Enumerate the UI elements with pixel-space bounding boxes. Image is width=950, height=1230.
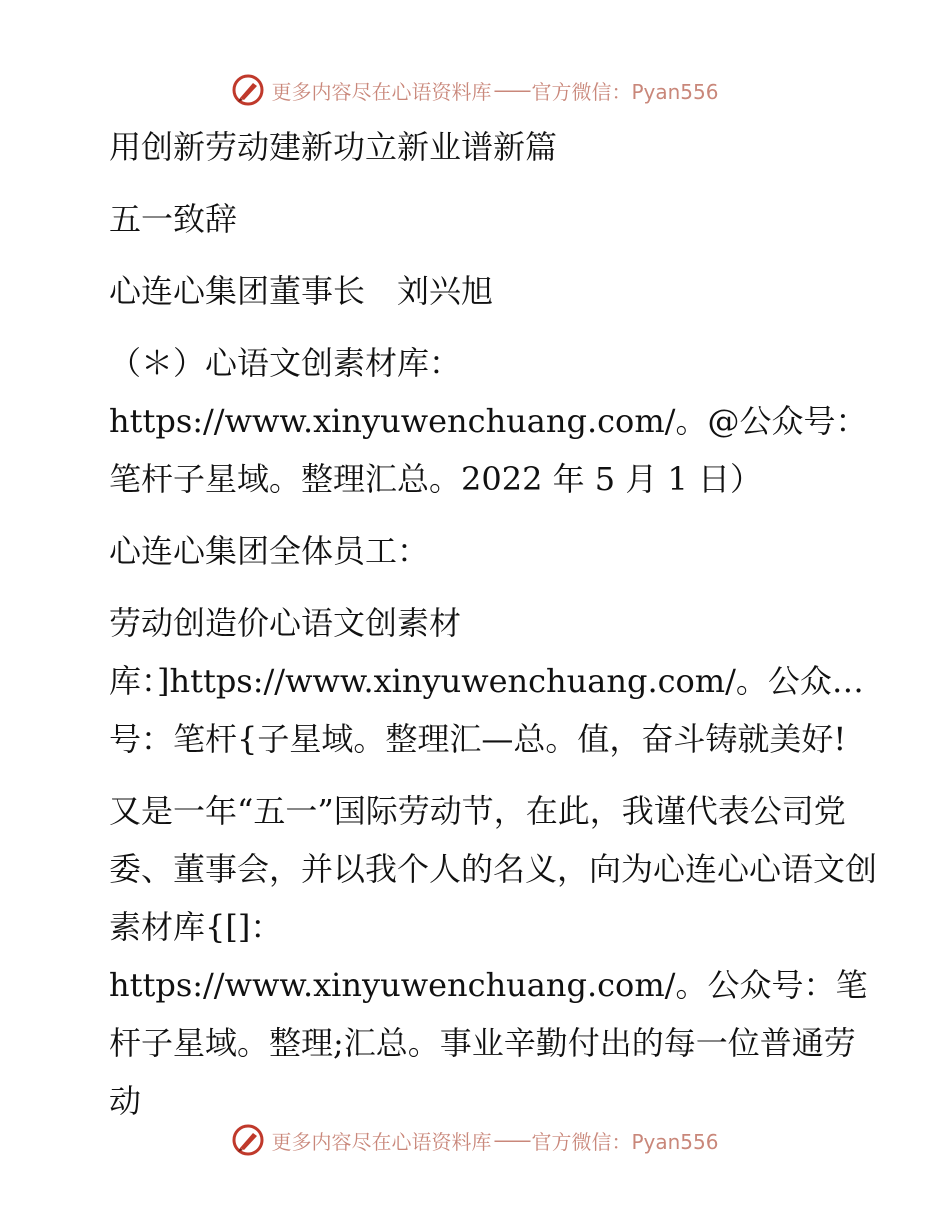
watermark-text: 更多内容尽在心语资料库	[271, 79, 492, 104]
source-note: （＊）心语文创素材库：https://www.xinyuwenchuang.com/。@公众号：笔杆子星域。整理汇总。2022 年 5 月 1 日）	[109, 344, 868, 498]
watermark-wechat: 官方微信：Pyan556	[531, 79, 719, 104]
salutation: 心连心集团全体员工：	[109, 532, 430, 570]
header-watermark	[0, 70, 950, 110]
footer-watermark	[0, 1120, 950, 1160]
watermark-text: 更多内容尽在心语资料库	[271, 1129, 492, 1154]
pen-logo-icon	[231, 1123, 265, 1157]
body-paragraph: 劳动创造价心语文创素材库：]https://www.xinyuwenchuang.com/。公众…号：笔杆{子星域。整理汇—总。值，奋斗铸就美好!	[109, 604, 864, 758]
watermark-separator: ——	[493, 78, 530, 102]
author-line: 心连心集团董事长 刘兴旭	[109, 272, 494, 310]
document-subtitle: 五一致辞	[109, 200, 238, 238]
watermark-separator: ——	[493, 1128, 530, 1152]
watermark-wechat: 官方微信：Pyan556	[531, 1129, 719, 1154]
document-title: 用创新劳动建新功立新业谱新篇	[109, 128, 558, 166]
pen-logo-icon	[231, 73, 265, 107]
document-body	[97, 118, 877, 1144]
body-paragraph: 又是一年“五一”国际劳动节，在此，我谨代表公司党委、董事会，并以我个人的名义，向为心连心心语文创素材库{[]：https://www.xinyuwenchuang.com/。公众号：笔杆子星域。整理;汇总。事业辛勤付出的每一位普通劳动	[109, 792, 878, 1120]
